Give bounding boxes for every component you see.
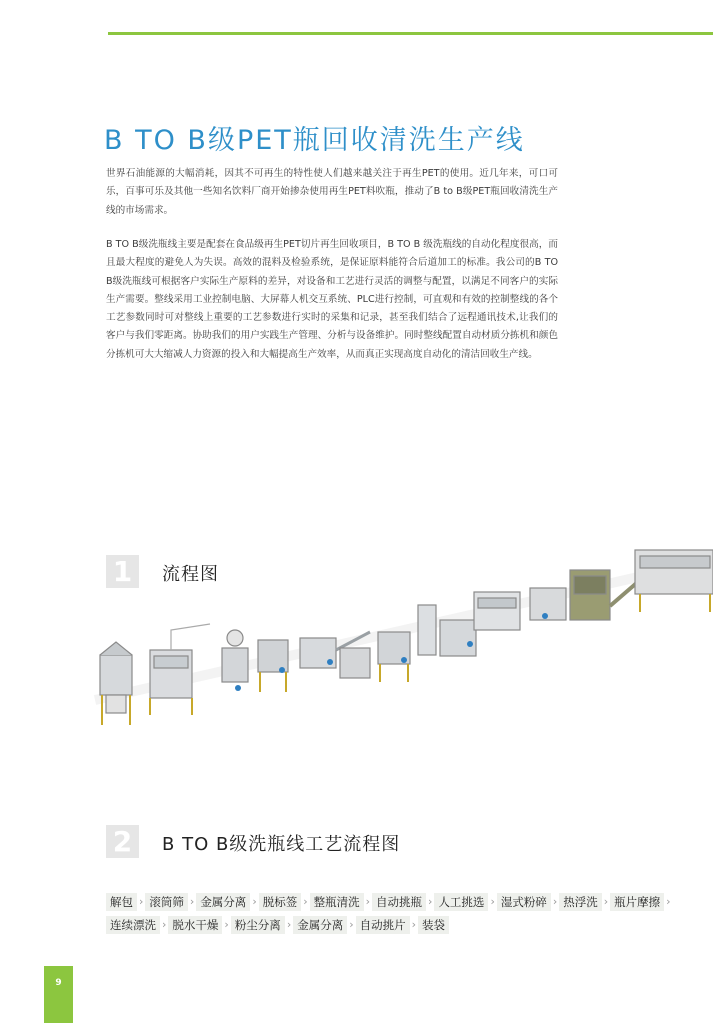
chevron-right-icon: › bbox=[252, 895, 257, 908]
process-step: 脱标签 bbox=[259, 893, 302, 911]
chevron-right-icon: › bbox=[666, 895, 671, 908]
page-title: B TO B级PET瓶回收清洗生产线 bbox=[104, 125, 525, 156]
process-step: 热浮洗 bbox=[559, 893, 602, 911]
chevron-right-icon: › bbox=[139, 895, 144, 908]
chevron-right-icon: › bbox=[162, 918, 167, 931]
chevron-right-icon: › bbox=[603, 895, 609, 908]
chevron-right-icon: › bbox=[428, 895, 433, 908]
process-step: 解包 bbox=[106, 893, 137, 911]
chevron-right-icon: › bbox=[224, 918, 229, 931]
process-step: 粉尘分离 bbox=[231, 916, 285, 934]
chevron-right-icon: › bbox=[411, 918, 417, 931]
process-step: 金属分离 bbox=[196, 893, 250, 911]
page-number: 9 bbox=[55, 978, 62, 988]
intro-paragraph-2: B TO B级洗瓶线主要是配套在食品级再生PET切片再生回收项目，B TO B 级洗瓶线的自动化程度很高，而且最大程度的避免人为失误。高效的混料及检验系统，是保证原料能符合后道加工的标准。我公司的B TO B级洗瓶线可根据客户实际生产原料的差异，对设备和工艺进行灵活的调整与配置，以满足不同客户的实际生产需要。整线采用工业控制电脑、大屏幕人机交互系统、PLC进行控制，可直观和有效的控制整线的各个工艺参数同时可对整线上重要的工艺参数进行实时的采集和记录，甚至我们结合了远程通讯技术,让我们的客户与我们零距离。协助我们的用户实践生产管理、分析与设备维护。同时整线配置自动材质分拣机和颜色分拣机可大大缩减人力资源的投入和大幅提高生产效率，从而真正实现高度自动化的清洁回收生产线。 bbox=[106, 239, 558, 360]
section-1-title: 流程图 bbox=[162, 564, 219, 585]
chevron-right-icon: › bbox=[189, 895, 195, 908]
intro-paragraph-1: 世界石油能源的大幅消耗，因其不可再生的特性使人们越来越关注于再生PET的使用。近几年来，可口可乐，百事可乐及其他一些知名饮料厂商开始掺杂使用再生PET料吹瓶，推动了B to B级PET瓶回收清洗生产线的市场需求。 bbox=[106, 168, 558, 216]
chevron-right-icon: › bbox=[490, 895, 495, 908]
chevron-right-icon: › bbox=[349, 918, 354, 931]
chevron-right-icon: › bbox=[552, 895, 558, 908]
chevron-right-icon: › bbox=[303, 895, 308, 908]
process-steps bbox=[106, 893, 676, 934]
process-step: 瓶片摩擦 bbox=[610, 893, 664, 911]
chevron-right-icon: › bbox=[365, 895, 371, 908]
section-2-number: 2 bbox=[106, 825, 139, 858]
process-step: 脱水干燥 bbox=[168, 916, 222, 934]
process-step: 人工挑选 bbox=[434, 893, 488, 911]
top-rule bbox=[108, 32, 713, 35]
section-2-title: B TO B级洗瓶线工艺流程图 bbox=[162, 834, 401, 855]
process-step: 整瓶清洗 bbox=[310, 893, 364, 911]
process-step: 装袋 bbox=[418, 916, 449, 934]
page-number-tab bbox=[44, 966, 73, 1023]
process-step: 湿式粉碎 bbox=[497, 893, 551, 911]
process-step: 滚筒筛 bbox=[145, 893, 188, 911]
process-step: 自动挑瓶 bbox=[372, 893, 426, 911]
section-1-number: 1 bbox=[106, 555, 139, 588]
process-step: 连续漂洗 bbox=[106, 916, 160, 934]
chevron-right-icon: › bbox=[286, 918, 292, 931]
process-step: 金属分离 bbox=[293, 916, 347, 934]
process-step: 自动挑片 bbox=[356, 916, 410, 934]
